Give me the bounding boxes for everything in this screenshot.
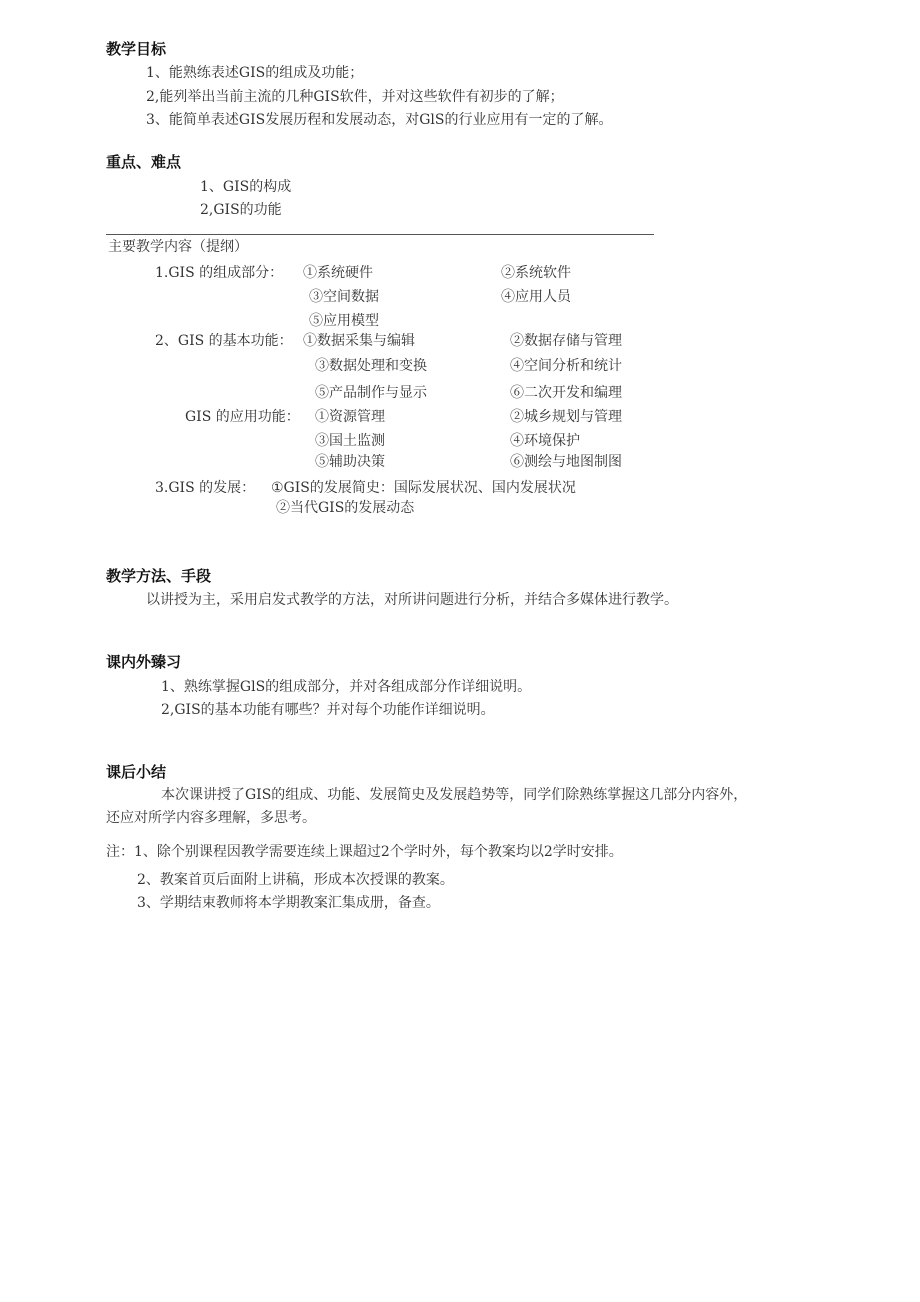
section2b-item: ③国土监测 <box>315 433 385 449</box>
content-heading: 主要教学内容（提纲） <box>108 239 248 255</box>
section2b-item: ⑥测绘与地图制图 <box>510 454 622 470</box>
methods-heading: 教学方法、手段 <box>106 567 212 585</box>
section2-item: ②数据存储与管理 <box>510 333 622 349</box>
section2b-item: ⑤辅助决策 <box>315 454 385 470</box>
section1-item: ⑤应用模型 <box>309 313 379 329</box>
section3-item: ①GIS的发展简史：国际发展状况、国内发展状况 <box>271 480 576 496</box>
section1-item: ④应用人员 <box>501 289 571 305</box>
exercise-item: 1、熟练掌握GlS的组成部分，并对各组成部分作详细说明。 <box>161 679 532 695</box>
section1-item: ①系统硬件 <box>303 265 373 281</box>
keypoint-item: 2,GIS的功能 <box>200 202 282 218</box>
section2-item: ⑤产品制作与显示 <box>315 385 427 401</box>
section1-item: ③空间数据 <box>309 289 379 305</box>
summary-line: 本次课讲授了GIS的组成、功能、发展简史及发展趋势等，同学们除熟练掌握这几部分内容外， <box>161 787 748 803</box>
methods-text: 以讲授为主，采用启发式教学的方法，对所讲问题进行分析，并结合多媒体进行教学。 <box>146 592 678 608</box>
section2-label: 2、GIS 的基本功能： <box>155 333 293 349</box>
section2b-item: ①资源管理 <box>315 409 385 425</box>
section2b-item: ②城乡规划与管理 <box>510 409 622 425</box>
section2b-item: ④环境保护 <box>510 433 580 449</box>
section2-item: ③数据处理和变换 <box>315 358 427 374</box>
section2-item: ④空间分析和统计 <box>510 358 622 374</box>
section1-item: ②系统软件 <box>501 265 571 281</box>
section2-item: ⑥二次开发和编理 <box>510 385 622 401</box>
divider <box>106 234 654 235</box>
section1-label: 1.GIS 的组成部分： <box>155 265 284 281</box>
goal-item: 3、能简单表述GIS发展历程和发展动态，对GlS的行业应用有一定的了解。 <box>146 112 613 128</box>
summary-line: 还应对所学内容多理解，多思考。 <box>106 810 316 826</box>
note-item: 2、教案首页后面附上讲稿，形成本次授课的教案。 <box>137 872 454 888</box>
exercise-item: 2,GIS的基本功能有哪些？并对每个功能作详细说明。 <box>161 702 495 718</box>
note-item: 3、学期结束教师将本学期教案汇集成册，备查。 <box>137 895 440 911</box>
goals-heading: 教学目标 <box>106 40 167 58</box>
keypoint-item: 1、GIS的构成 <box>200 179 292 195</box>
goal-item: 2,能列举出当前主流的几种GIS软件，并对这些软件有初步的了解； <box>146 89 564 105</box>
section2-item: ①数据采集与编辑 <box>303 333 415 349</box>
keypoints-heading: 重点、难点 <box>106 153 182 171</box>
note-item: 注：1、除个别课程因教学需要连续上课超过2个学时外，每个教案均以2学时安排。 <box>106 844 623 860</box>
section2b-label: GIS 的应用功能： <box>185 409 300 425</box>
summary-heading: 课后小结 <box>106 763 167 781</box>
section3-item: ②当代GIS的发展动态 <box>276 500 415 516</box>
exercises-heading: 课内外臻习 <box>106 653 182 671</box>
goal-item: 1、能熟练表述GIS的组成及功能； <box>146 65 364 81</box>
section3-label: 3.GIS 的发展： <box>155 480 256 496</box>
